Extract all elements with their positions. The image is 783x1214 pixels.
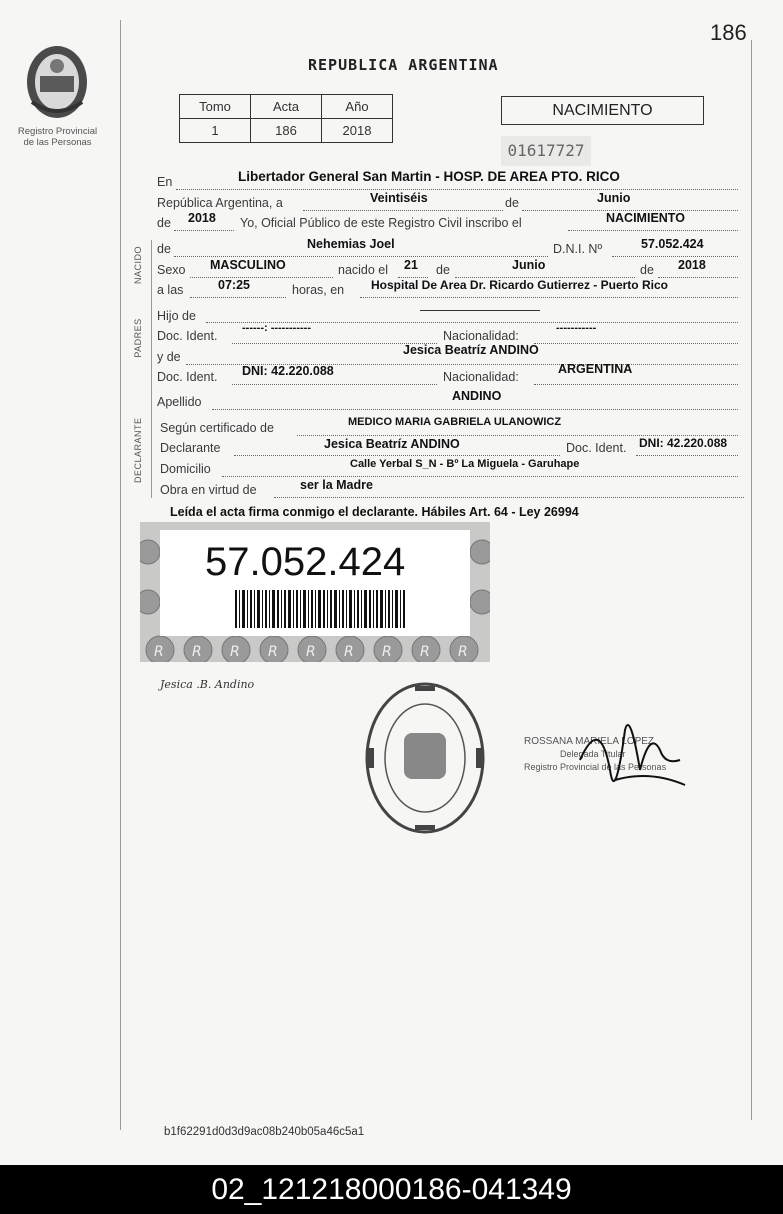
label-apellido: Apellido [157,395,202,409]
official-registry: Registro Provincial de las Personas [524,762,667,772]
label-a-las: a las [157,283,184,297]
svg-text:R: R [154,644,164,660]
label-de-2: de [157,216,171,230]
father-blank [420,310,540,311]
value-birth-year: 2018 [678,258,706,272]
header-ano: Año [322,95,393,119]
line-day [303,210,503,211]
line-en [176,189,738,190]
act-reference-table [179,94,393,143]
label-en: En [157,175,173,189]
handwritten-signature-icon [570,710,690,810]
file-id-bar [0,1165,783,1214]
value-mother-doc: DNI: 42.220.088 [242,364,334,378]
registry-logo [22,42,92,122]
file-id: 02_121218000186-041349 [211,1173,572,1206]
value-acta: 186 [251,119,322,143]
declarant-signature: Jesica .B. Andino [160,678,255,691]
barcode [235,590,405,628]
label-doc-ident-3: Doc. Ident. [566,441,627,455]
label-domicilio: Domicilio [160,462,211,476]
line-declarant-doc [636,455,738,456]
header-tomo: Tomo [180,95,251,119]
line-child-names [174,256,548,257]
value-day-words: Veintiséis [370,191,428,205]
serial-number: 01617727 [501,136,591,166]
label-nacionalidad-2: Nacionalidad: [443,370,519,384]
label-doc-ident-1: Doc. Ident. [157,329,218,343]
svg-text:R: R [458,644,468,660]
svg-text:R: R [192,644,202,660]
registry-label [10,126,105,148]
table-header-row [180,95,393,119]
official-signature [570,710,690,810]
line-act-kind [568,230,738,231]
label-de-4: de [436,263,450,277]
label-horas-en: horas, en [292,283,345,297]
value-father-nationality: ----------- [556,322,597,334]
svg-text:R: R [420,644,430,660]
value-by-virtue: ser la Madre [300,478,373,492]
registry-label-line-1: Registro Provincial [17,126,98,137]
official-seal [360,678,490,838]
registry-label-line-2: de las Personas [23,137,92,148]
label-nacido-el: nacido el [338,263,389,277]
line-by-virtue [274,497,744,498]
svg-text:R: R [306,644,316,660]
label-yo: Yo, Oficial Público de este Registro Civil inscribo el [240,216,522,230]
line-child-dni [612,256,738,257]
svg-text:R: R [382,644,392,660]
line-birth-year [658,277,738,278]
sticker-label [160,530,470,636]
value-month-words: Junio [597,191,631,205]
value-address: Calle Yerbal S_N - Bº La Miguela - Garuhape [350,458,580,470]
label-dni: D.N.I. Nº [553,242,603,256]
line-address [222,476,738,477]
line-mother-doc [232,384,437,385]
label-hijo-de: Hijo de [157,309,196,323]
value-birth-place: Hospital De Area Dr. Ricardo Gutierrez - Puerto Rico [371,278,668,292]
document-hash: b1f62291d0d3d9ac08b240b05a46c5a1 [164,1126,365,1138]
value-surname: ANDINO [452,389,502,403]
svg-text:R: R [230,644,240,660]
dni-sticker [140,522,490,662]
value-mother: Jesica Beatríz ANDINO [403,343,539,357]
act-type-box: NACIMIENTO [501,96,704,125]
value-birth-month: Junio [512,258,546,272]
label-y-de: y de [157,350,181,364]
line-mother-nat [534,384,738,385]
label-doc-ident-2: Doc. Ident. [157,370,218,384]
sticker-number: 57.052.424 [205,540,406,584]
section-padres-label: PADRES [133,318,143,358]
section-nacido-label: NACIDO [133,246,143,285]
barcode-icon [235,590,405,628]
left-margin-line [120,20,121,1130]
line-sex [190,277,333,278]
closing-text: Leída el acta firma conmigo el declarante. Hábiles Art. 64 - Ley 26994 [170,505,579,519]
value-child-dni: 57.052.424 [641,237,704,251]
value-sex: MASCULINO [210,258,286,272]
line-surname [212,409,738,410]
value-place: Libertador General San Martin - HOSP. DE AREA PTO. RICO [238,169,620,184]
line-birth-place [360,297,738,298]
value-father-doc: ------: ----------- [242,322,311,334]
line-declarant [234,455,560,456]
right-margin-line [751,40,752,1120]
label-de-1: de [505,196,519,210]
label-segun: Según certificado de [160,421,274,435]
label-de-3: de [157,242,171,256]
table-value-row [180,119,393,143]
value-mother-nationality: ARGENTINA [558,362,633,376]
value-birth-time: 07:25 [218,278,250,292]
value-certificate-by: MEDICO MARIA GABRIELA ULANOWICZ [348,416,562,428]
line-year [174,230,234,231]
section-declarante-label: DECLARANTE [133,417,143,483]
label-declarante: Declarante [160,441,221,455]
value-tomo: 1 [180,119,251,143]
label-obra: Obra en virtud de [160,483,257,497]
section-divider-line [151,240,152,498]
page-number: 186 [710,20,747,45]
registry-emblem-icon [22,42,92,122]
label-republica: República Argentina, a [157,196,283,210]
value-year: 2018 [188,211,216,225]
country-title: REPUBLICA ARGENTINA [308,56,499,74]
label-sexo: Sexo [157,263,186,277]
value-act-kind: NACIMIENTO [606,211,685,225]
label-de-5: de [640,263,654,277]
official-role: Delegada Titular [560,749,626,759]
header-acta: Acta [251,95,322,119]
value-child-names: Nehemias Joel [307,237,395,251]
label-nacionalidad-1: Nacionalidad: [443,329,519,343]
value-ano: 2018 [322,119,393,143]
seal-icon [360,678,490,838]
value-birth-day: 21 [404,258,418,272]
line-father-nat [534,343,738,344]
svg-text:R: R [268,644,278,660]
value-declarant-doc: DNI: 42.220.088 [639,436,728,450]
value-declarant: Jesica Beatríz ANDINO [324,437,460,451]
svg-text:R: R [344,644,354,660]
official-name: ROSSANA MARIELA LOPEZ [524,736,655,747]
line-birth-time [190,297,286,298]
